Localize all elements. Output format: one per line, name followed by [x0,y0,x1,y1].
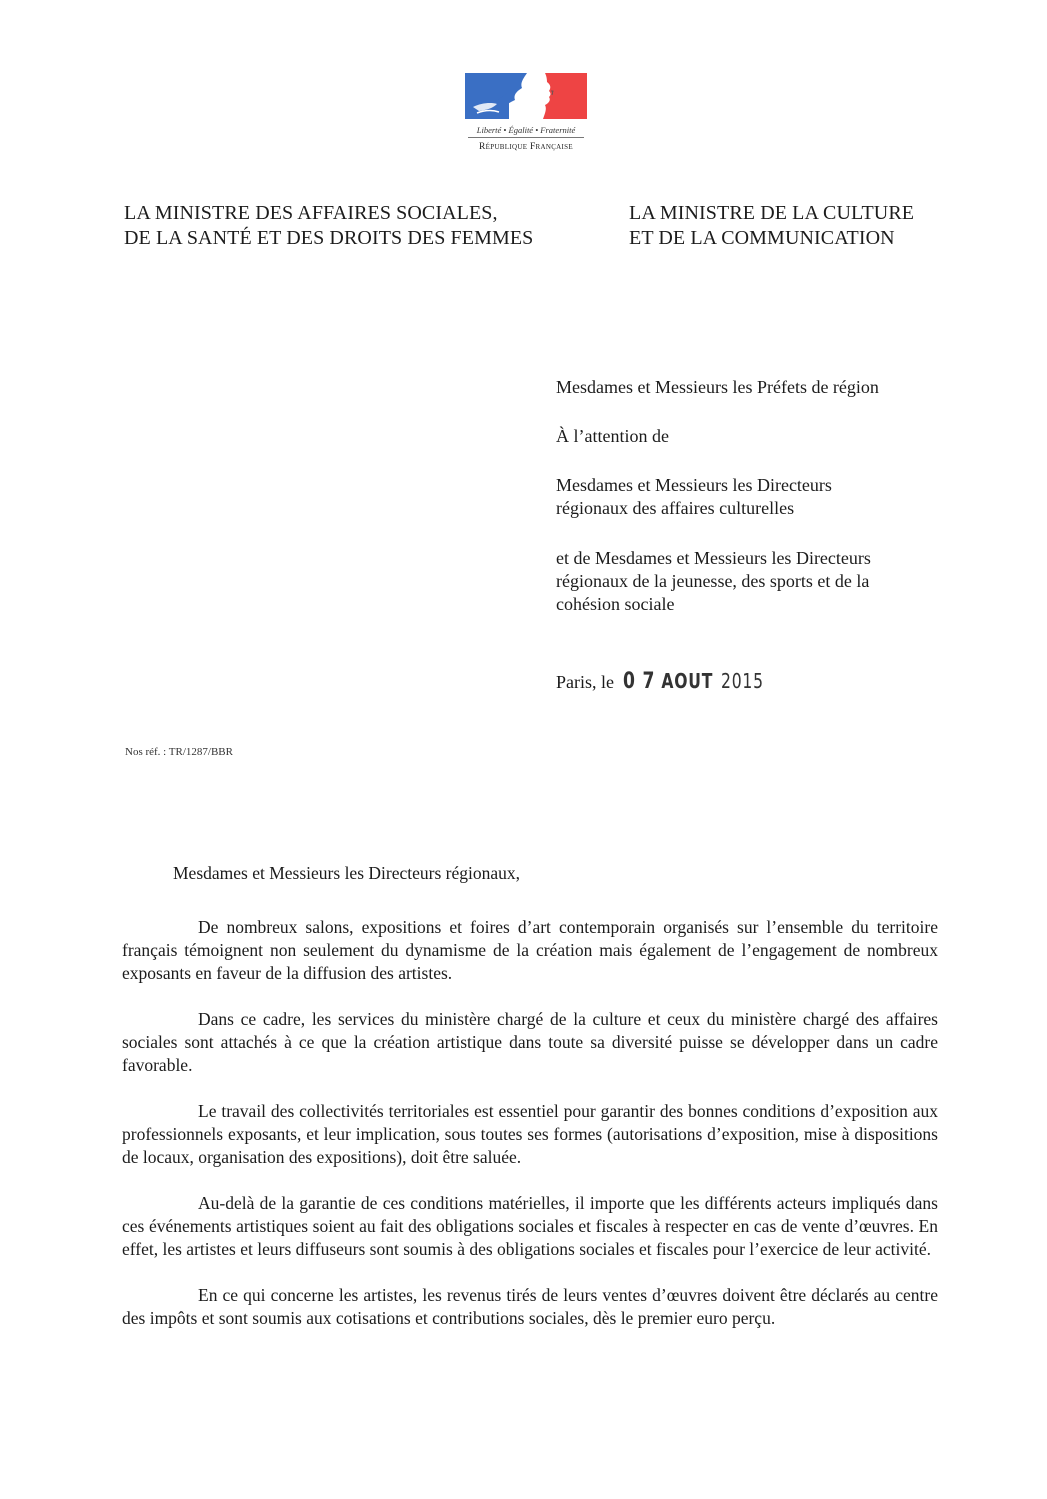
body-paragraph: De nombreux salons, expositions et foires d’art contemporain organisés sur l’ensemble du territoire français témoignent non seulement du dynamisme de la création mais également de l’engagement de nombreux exposants en faveur de la diffusion des artistes. [122,917,938,983]
recipient-drac-line-2: régionaux des affaires culturelles [556,498,795,518]
logo-divider [468,137,584,138]
body-paragraph: Le travail des collectivités territoriales est essentiel pour garantir des bonnes conditions d’exposition aux professionnels exposants, et leur implication, sous toutes ses formes (autorisations d’exposition, mise à dispositions de locaux, organisation des expositions), doit être saluée. [122,1101,938,1167]
recipient-attention: À l’attention de [556,426,669,446]
body-paragraph: Au-delà de la garantie de ces conditions matérielles, il importe que les différents acteurs impliqués dans ces événements artistiques soient au fait des obligations sociales et fiscales à respecter en cas de vente d’œuvres. En effet, les artistes et leurs diffuseurs sont soumis à des obligations sociales et fiscales pour l’exercice de leur activité. [122,1193,938,1259]
logo-red-band [543,73,587,119]
minister-social-affairs-heading [124,201,533,251]
body-paragraph: En ce qui concerne les artistes, les revenus tirés de leurs ventes d’œuvres doivent être déclarés au centre des impôts et sont soumis aux cotisations et contributions sociales, dès le premier euro perçu. [122,1285,938,1328]
letter-body [122,862,938,1353]
recipient-prefects: Mesdames et Messieurs les Préfets de région [556,377,879,397]
date-stamp [623,669,764,694]
minister-right-line-1: LA MINISTRE DE LA CULTURE [629,202,915,224]
marianne-flag-icon [465,73,587,119]
recipient-drjscs-line-3: cohésion sociale [556,594,675,614]
minister-culture-heading [629,201,914,251]
date-prefix: Paris, le [556,672,614,692]
salutation: Mesdames et Messieurs les Directeurs régionaux, [173,863,520,883]
date-month: AOUT [660,669,713,693]
recipient-drjscs [556,547,871,616]
logo-republic-label: République Française [479,142,573,152]
body-paragraph: Dans ce cadre, les services du ministère chargé de la culture et ceux du ministère chargé des affaires sociales sont attachés à ce que la création artistique dans toute sa diversité puisse se développer dans un cadre favorable. [122,1009,938,1075]
republique-francaise-logo [462,70,590,162]
recipient-drac [556,474,832,520]
recipient-drjscs-line-1: et de Mesdames et Messieurs les Directeurs [556,548,871,568]
date-line [556,669,803,694]
recipient-drjscs-line-2: régionaux de la jeunesse, des sports et de la [556,571,870,591]
minister-right-line-2: ET DE LA COMMUNICATION [629,227,895,249]
date-year: 2015 [720,669,764,693]
recipient-drac-line-1: Mesdames et Messieurs les Directeurs [556,475,832,495]
minister-left-line-1: LA MINISTRE DES AFFAIRES SOCIALES, [124,202,498,224]
minister-left-line-2: DE LA SANTÉ ET DES DROITS DES FEMMES [124,227,534,249]
reference-number: Nos réf. : TR/1287/BBR [125,746,233,758]
date-day: 0 7 [622,669,655,694]
logo-motto: Liberté • Égalité • Fraternité [476,125,576,135]
